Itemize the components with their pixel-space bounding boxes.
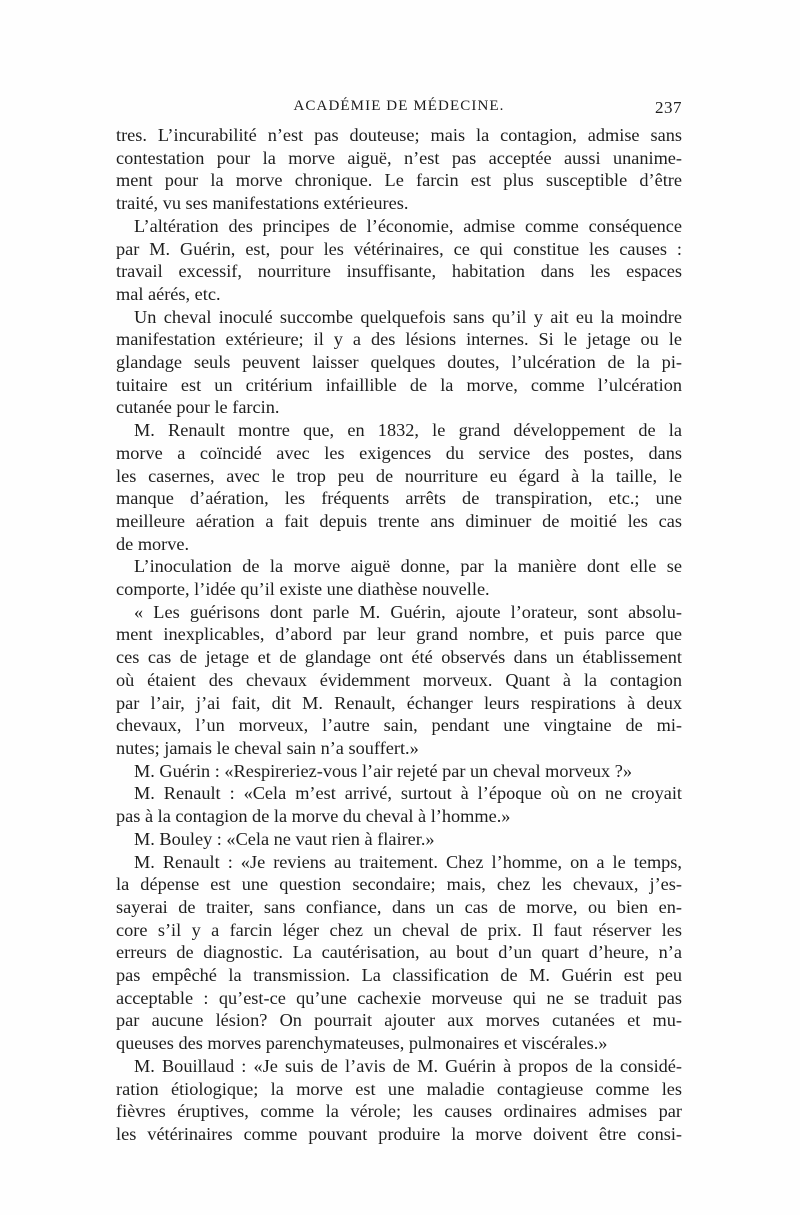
text-line: nutes; jamais le cheval sain n’a souffert.» [116,737,419,758]
text-line: Un cheval inoculé succombe quelquefois sans qu’il y ait eu la moindre [134,306,682,327]
text-line: mal aérés, etc. [116,283,221,304]
text-line: L’altération des principes de l’économie, admise comme conséquence [134,215,682,236]
running-head: ACADÉMIE DE MÉDECINE. [293,98,505,114]
text-line: chevaux, l’un morveux, l’autre sain, pendant une vingtaine de mi- [116,715,682,736]
text-line: ment inexplicables, d’abord par leur grand nombre, et puis parce que [116,624,682,645]
text-line: manifestation extérieure; il y a des lésions internes. Si le jetage ou le [116,329,682,350]
text-line: manque d’aération, les fréquents arrêts de transpiration, etc.; une [116,488,682,509]
text-line: M. Renault montre que, en 1832, le grand développement de la [134,420,682,441]
text-line: sayerai de traiter, sans confiance, dans un cas de morve, ou bien en- [116,896,682,917]
text-line: M. Guérin : «Respireriez-vous l’air rejeté par un cheval morveux ?» [134,760,632,781]
text-line: tres. L’incurabilité n’est pas douteuse; mais la contagion, admise sans [116,125,682,145]
text-line: queuses des morves parenchymateuses, pulmonaires et viscérales.» [116,1033,608,1054]
text-line: où étaient des chevaux évidemment morveux. Quant à la contagion [116,669,682,690]
text-line: M. Renault : «Je reviens au traitement. Chez l’homme, on a le temps, [134,851,682,872]
text-line: acceptable : qu’est-ce qu’une cachexie morveuse qui ne se traduit pas [116,987,682,1008]
text-line: L’inoculation de la morve aiguë donne, par la manière dont elle se [134,556,682,577]
text-line: core s’il y a farcin léger chez un cheval de prix. Il faut réserver les [116,919,682,940]
page-header [116,98,682,120]
text-line: par l’air, j’ai fait, dit M. Renault, échanger leurs respirations à deux [116,692,682,713]
text-line: ration étiologique; la morve est une maladie contagieuse comme les [116,1078,682,1099]
text-line: ces cas de jetage et de glandage ont été observés dans un établissement [116,647,682,668]
text-line: pas empêché la transmission. La classification de M. Guérin est peu [116,965,682,986]
text-line: M. Renault : «Cela m’est arrivé, surtout à l’époque où on ne croyait [134,783,682,804]
text-line: cutanée pour le farcin. [116,397,280,418]
text-line: comporte, l’idée qu’il existe une diathèse nouvelle. [116,579,490,600]
text-line: M. Bouley : «Cela ne vaut rien à flairer.» [134,828,435,849]
text-line: meilleure aération a fait depuis trente ans diminuer de moitié les cas [116,510,682,531]
text-line: morve a coïncidé avec les exigences du service des postes, dans [116,442,682,463]
text-line: « Les guérisons dont parle M. Guérin, ajoute l’orateur, sont absolu- [134,601,682,622]
text-line: la dépense est une question secondaire; mais, chez les chevaux, j’es- [116,874,682,895]
text-line: M. Bouillaud : «Je suis de l’avis de M. Guérin à propos de la considé- [134,1055,682,1076]
text-line: fièvres éruptives, comme la vérole; les causes ordinaires admises par [116,1101,682,1122]
body-text [116,124,682,1146]
text-line: traité, vu ses manifestations extérieures. [116,193,409,214]
page-number: 237 [655,98,682,117]
text-line: glandage seuls peuvent laisser quelques doutes, l’ulcération de la pi- [116,352,682,373]
text-line: les casernes, avec le trop peu de nourriture eu égard à la taille, le [116,465,682,486]
text-line: erreurs de diagnostic. La cautérisation, au bout d’un quart d’heure, n’a [116,942,682,963]
text-line: de morve. [116,533,190,554]
text-line: tuitaire est un critérium infaillible de la morve, comme l’ulcération [116,374,682,395]
text-line: ment pour la morve chronique. Le farcin est plus susceptible d’être [116,170,682,191]
text-line: par aucune lésion? On pourrait ajouter aux morves cutanées et mu- [116,1010,682,1031]
text-line: contestation pour la morve aiguë, n’est pas acceptée aussi unanime- [116,147,682,168]
text-line: par M. Guérin, est, pour les vétérinaires, ce qui constitue les causes : [116,238,682,259]
text-line: pas à la contagion de la morve du cheval à l’homme.» [116,806,511,827]
text-line: travail excessif, nourriture insuffisante, habitation dans les espaces [116,261,682,282]
text-line: les vétérinaires comme pouvant produire la morve doivent être consi- [116,1123,682,1144]
